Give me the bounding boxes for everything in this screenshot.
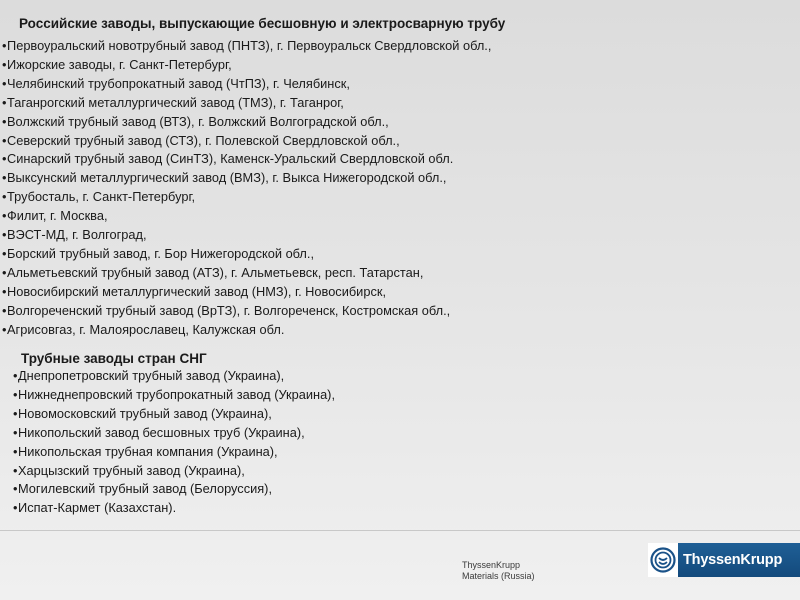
list-item: • Волжский трубный завод (ВТЗ), г. Волжский Волгоградской обл., (2, 113, 491, 132)
company-division: Materials (Russia) (462, 571, 535, 581)
company-caption (462, 560, 535, 582)
list-item: • Днепропетровский трубный завод (Украина), (13, 367, 335, 386)
logo-wordmark: ThyssenKrupp (678, 543, 800, 577)
list-item: • Северский трубный завод (СТЗ), г. Полевской Свердловской обл., (2, 132, 491, 151)
russian-plants-heading: Российские заводы, выпускающие бесшовную и электросварную трубу (19, 16, 506, 31)
company-name: ThyssenKrupp (462, 560, 521, 570)
cis-plants-heading: Трубные заводы стран СНГ (21, 351, 207, 366)
list-item: • Первоуральский новотрубный завод (ПНТЗ), г. Первоуральск Свердловской обл., (2, 37, 491, 56)
list-item: • Филит, г. Москва, (2, 207, 491, 226)
list-item: • Синарский трубный завод (СинТЗ), Каменск-Уральский Свердловской обл. (2, 150, 491, 169)
list-item: • Нижнеднепровский трубопрокатный завод (Украина), (13, 386, 335, 405)
thyssenkrupp-logo (648, 543, 800, 577)
list-item: • Могилевский трубный завод (Белоруссия), (13, 480, 335, 499)
thyssenkrupp-emblem-icon (648, 543, 678, 577)
list-item: • Никопольский завод бесшовных труб (Украина), (13, 424, 335, 443)
list-item: • Ижорские заводы, г. Санкт-Петербург, (2, 56, 491, 75)
list-item: • Никопольская трубная компания (Украина), (13, 443, 335, 462)
russian-plants-list (2, 37, 491, 340)
list-item: • Альметьевский трубный завод (АТЗ), г. Альметьевск, респ. Татарстан, (2, 264, 491, 283)
footer-divider (0, 530, 800, 531)
list-item: • ВЭСТ-МД, г. Волгоград, (2, 226, 491, 245)
list-item: • Челябинский трубопрокатный завод (ЧтПЗ), г. Челябинск, (2, 75, 491, 94)
cis-plants-list (13, 367, 335, 518)
list-item: • Новомосковский трубный завод (Украина), (13, 405, 335, 424)
list-item: • Испат-Кармет (Казахстан). (13, 499, 335, 518)
list-item: • Харцызский трубный завод (Украина), (13, 462, 335, 481)
list-item: • Борский трубный завод, г. Бор Нижегородской обл., (2, 245, 491, 264)
list-item: • Таганрогский металлургический завод (ТМЗ), г. Таганрог, (2, 94, 491, 113)
list-item: • Волгореченский трубный завод (ВрТЗ), г. Волгореченск, Костромская обл., (2, 302, 491, 321)
list-item: • Агрисовгаз, г. Малоярославец, Калужская обл. (2, 321, 491, 340)
list-item: • Выксунский металлургический завод (ВМЗ), г. Выкса Нижегородской обл., (2, 169, 491, 188)
list-item: • Трубосталь, г. Санкт-Петербург, (2, 188, 491, 207)
list-item: • Новосибирский металлургический завод (НМЗ), г. Новосибирск, (2, 283, 491, 302)
